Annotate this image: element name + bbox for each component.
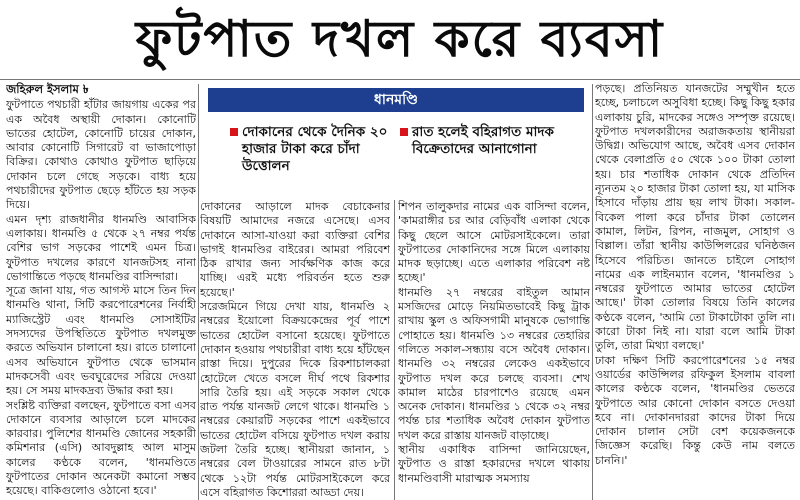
- highlight-item: [242, 124, 402, 175]
- paragraph: শিপন তালুকদার নামের এক বাসিন্দা বলেন, 'কামরাঙ্গীর চর আর বেড়িবাঁধ এলাকা থেকে কিছু ছেলে আসে মোটরসাইকেলে। তারা ফুটপাতের দোকানিদের সঙ্গে মিলে এলাকায় মাদক ছড়াচ্ছে। এতে এলাকার পরিবেশ নষ্ট হচ্ছে।': [398, 200, 590, 285]
- article-column-4: [595, 82, 795, 500]
- column-rule-1: [198, 84, 199, 500]
- paragraph: সরেজমিনে গিয়ে দেখা যায়, ধানমণ্ডি ২ নম্বরের ইয়োলো বিক্রয়কেন্দ্রের পূর্ব পাশে ভাতের হোটেল বসানো হয়েছে। ফুটপাতে দোকান হওয়ায় পথচারীরা বাধ্য হয়ে হাঁটছেন রাস্তা দিয়ে। দুপুরের দিকে রিকশাচালকরা হোটেলে খেতে বসলে দীর্ঘ পথে রিকশার সারি তৈরি হয়। এই সড়কে সকাল থেকে রাত পর্যন্ত যানজট লেগে থাকে। ধানমণ্ডি ১ নম্বরের কেয়ারটি সড়কের পাশে একইভাবে ভাতের হোটেল বসিয়ে ফুটপাত দখল করায় জটলা তৈরি হচ্ছে। স্থানীয়রা জানান, ১ নম্বরের বেল টাওয়ারের সামনে রাত ৮টা থেকে ১২টা পর্যন্ত মোটরসাইকেলে করে এসে বহিরাগত কিশোররা আড্ডা দেয়।: [200, 300, 390, 499]
- section-tag-bar: [208, 88, 584, 112]
- paragraph: স্থানীয় একাধিক বাসিন্দা জানিয়েছেন, ফুটপাত ও রাস্তা হকারদের দখলে থাকায় ধানমণ্ডিবাসী মারাত্মক সমস্যায়: [398, 443, 590, 485]
- column-rule-2: [394, 200, 395, 500]
- red-square-icon: [400, 128, 408, 136]
- paragraph: ফুটপাতে পথচারী হাঁটার জায়গায় একের পর এক অবৈধ অস্থায়ী দোকান। কোনোটি ভাতের হোটেল, কোনোটি চায়ের দোকান, আবার কোনোটি সিগারেট বা ভাজাপোড়া বিক্রির। কোথাও কোথাও ফুটপাত ছাড়িয়ে দোকান চলে গেছে সড়কে। বাধ্য হয়ে পথচারীদের ফুটপাত ছেড়ে হাঁটতে হয় সড়ক দিয়ে।: [6, 98, 196, 212]
- article-column-3: [398, 200, 590, 500]
- paragraph: ঢাকা দক্ষিণ সিটি করপোরেশনের ১৫ নম্বর ওয়ার্ডের কাউন্সিলর রফিকুল ইসলাম বাবলা কালের কণ্ঠকে বলেন, 'ধানমণ্ডির ভেতরে ফুটপাতে আর কোনো দোকান বসতে দেওয়া হবে না। দোকানদাররা কাদের টাকা দিয়ে দোকান চালান সেটা বেশ কয়েকজনকে জিজ্ঞেস করেছি। কিন্তু কেউ নাম বলতে চাননি।': [595, 353, 795, 467]
- paragraph: এমন দৃশ্য রাজধানীর ধানমণ্ডি আবাসিক এলাকায়। ধানমণ্ডি ৫ থেকে ২৭ নম্বর পর্যন্ত বেশির ভাগ সড়কের পাশেই এমন চিত্র। ফুটপাত দখলের কারণে যানজটসহ নানা ভোগান্তিতে পড়ছে ধানমণ্ডির বাসিন্দারা।: [6, 212, 196, 283]
- byline: জহিরুল ইসলাম ৳: [6, 82, 89, 96]
- red-square-icon: [230, 128, 238, 136]
- section-tag: ধানমণ্ডি: [374, 92, 418, 108]
- article-column-2: [200, 200, 390, 500]
- paragraph: ধানমণ্ডি ২৭ নম্বরের বাইতুল আমান মসজিদের মোড়ে নিয়মিতভাবেই কিছু ট্রাক রাখায় স্কুল ও অফিসগামী মানুষকে ভোগান্তি পোহাতে হয়। ধানমণ্ডি ১৩ নম্বরের তেহারির গলিতে সকাল-সন্ধ্যায় বসে অবৈধ দোকান। ধানমণ্ডি ৩২ নম্বরের লেকেও একইভাবে ফুটপাত দখল করে চলছে ব্যবসা। শেখ কামাল মাঠের চারপাশেও রয়েছে এমন অনেক দোকান। ধানমণ্ডির ১ থেকে ৩২ নম্বর পর্যন্ত চার শতাধিক অবৈধ দোকান ফুটপাত দখল করে রাস্তায় যানজট বাড়াচ্ছে।: [398, 285, 590, 442]
- highlight-box: [208, 88, 584, 192]
- headline-rule: [0, 79, 800, 80]
- paragraph: দোকানের আড়ালে মাদক বেচাকেনার বিষয়টি আমাদের নজরে এসেছে। এসব দোকানে আসা-যাওয়া করা ব্যক্তিরা বেশির ভাগই ধানমণ্ডির বাইরের। আমরা পরিবেশ ঠিক রাখার জন্য সার্বক্ষণিক কাজ করে যাচ্ছি। এরই মধ্যে পরিবর্তন হতে শুরু হয়েছে।': [200, 200, 390, 299]
- paragraph: পড়ছে। প্রতিনিয়ত যানজটের সম্মুখীন হতে হচ্ছে, চলাচলে অসুবিধা হচ্ছে। কিছু কিছু হকার এলাকায় চুরি, মাদকের সঙ্গেও সম্পৃক্ত রয়েছে। ফুটপাত দখলকারীদের অরাজকতায় স্থানীয়রা উদ্বিগ্ন। অভিযোগ আছে, অবৈধ এসব দোকান থেকে বেলাপ্রতি ৫০ থেকে ১০০ টাকা তোলা হয়। চার শতাধিক দোকান থেকে প্রতিদিন ন্যূনতম ২০ হাজার টাকা তোলা হয়, যা মাসিক হিসাবে দাঁড়ায় প্রায় ছয় লাখ টাকা। সকাল-বিকেল পালা করে চাঁদার টাকা তোলেন কামাল, লিটন, রিপন, নাজমুল, সোহাগ ও বিল্লাল। তাঁরা স্থানীয় কাউন্সিলরের ঘনিষ্ঠজন হিসেবে পরিচিত। জানতে চাইলে সোহাগ নামের এক লাইনম্যান বলেন, 'ধানমণ্ডির ১ নম্বরের ফুটপাতে আমার ভাতের হোটেল আছে।' টাকা তোলার বিষয়ে তিনি কালের কণ্ঠকে বলেন, 'আমি তো টাকাটোকা তুলি না। কারো টাকা নিই না। যারা বলে আমি টাকা তুলি, তারা মিথ্যা বলছে।': [595, 82, 795, 353]
- paragraph: সংশ্লিষ্ট ব্যক্তিরা বলছেন, ফুটপাতে বসা এসব দোকানে ব্যবসার আড়ালে চলে মাদকের কারবার। পুলিশের ধানমণ্ডি জোনের সহকারী কমিশনার (এসি) আবদুল্লাহ আল মাসুম কালের কণ্ঠকে বলেন, 'ধানমণ্ডিতে ফুটপাতের দোকান অনেকটা কমানো সম্ভব হয়েছে। বাকিগুলোও ওঠানো হবে।': [6, 398, 196, 498]
- paragraph: সূত্রে জানা যায়, গত আগস্ট মাসে তিন দিন ধানমণ্ডি থানা, সিটি করপোরেশনের নির্বাহী ম্যাজিস্ট্রেট এবং ধানমণ্ডি সোসাইটির সদস্যদের উপস্থিতিতে ফুটপাত দখলমুক্ত করতে অভিযান চালানো হয়। রাতে চালানো এসব অভিযানে ফুটপাত থেকে ভাসমান মাদকসেবী এবং ভবঘুরেদের সরিয়ে দেওয়া হয়। সে সময় মাদকদ্রব্য উদ্ধার করা হয়।: [6, 284, 196, 398]
- headline: ফুটপাত দখল করে ব্যবসা: [135, 9, 665, 68]
- highlight-text: দোকানের থেকে দৈনিক ২০ হাজার টাকা করে চাঁদা উত্তোলন: [242, 124, 388, 174]
- highlight-text: রাত হলেই বহিরাগত মাদক বিক্রেতাদের আনাগোনা: [412, 124, 554, 157]
- highlight-item: [412, 124, 572, 158]
- column-rule-3: [592, 84, 593, 500]
- article-column-1: [6, 82, 196, 500]
